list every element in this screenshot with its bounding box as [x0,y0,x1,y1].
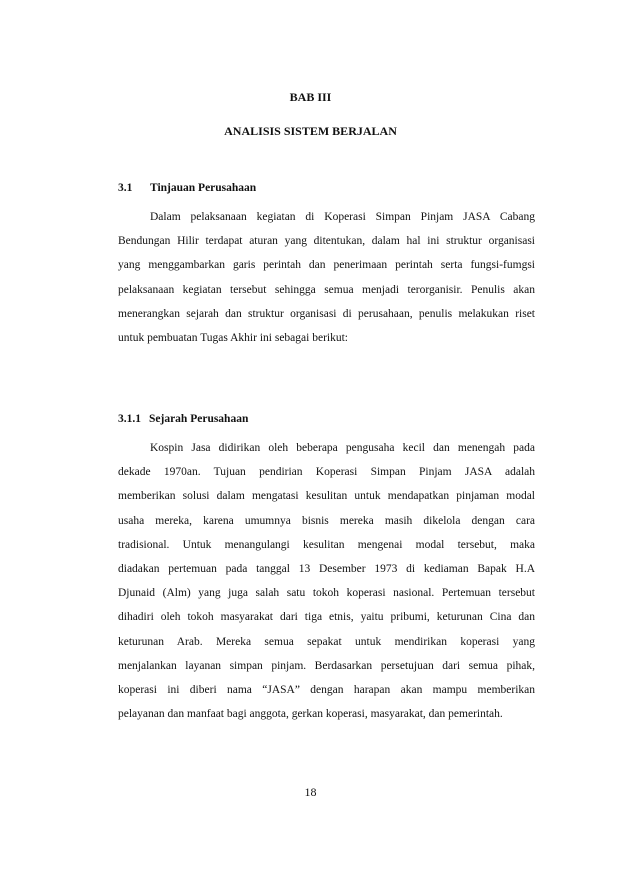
section-paragraph [118,205,535,350]
section-heading [118,182,256,194]
paragraph-line: yang menggambarkan garis perintah dan penerimaan perintah serta fungsi-fumgsi [118,259,535,272]
paragraph-line: memberikan solusi dalam mengatasi kesulitan untuk mendapatkan pinjaman modal [118,490,535,503]
paragraph-line: usaha mereka, karena umumnya bisnis mereka masih dikelola dengan cara [118,514,535,527]
paragraph-line: keturunan Arab. Mereka semua sepakat untuk mendirikan koperasi yang [118,635,535,648]
section-title: Tinjauan Perusahaan [150,182,257,194]
chapter-title: ANALISIS SISTEM BERJALAN [224,124,397,138]
paragraph-line: untuk pembuatan Tugas Akhir ini sebagai berikut: [118,331,348,344]
paragraph-line: Dalam pelaksanaan kegiatan di Koperasi Simpan Pinjam JASA Cabang [150,211,535,223]
paragraph-line: dekade 1970an. Tujuan pendirian Koperasi Simpan Pinjam JASA adalah [118,466,535,479]
paragraph-line: menjalankan layanan simpan pinjam. Berdasarkan persetujuan dari semua pihak, [118,659,535,672]
paragraph-line: Bendungan Hilir terdapat aturan yang ditentukan, dalam hal ini struktur organisasi [118,235,535,248]
subsection-paragraph [118,436,535,726]
paragraph-line: dihadiri oleh tokoh masyarakat dari tiga etnis, yaitu pribumi, keturunan Cina dan [118,611,535,624]
subsection-heading [118,413,248,425]
chapter-number: BAB III [289,90,332,104]
paragraph-line: Kospin Jasa didirikan oleh beberapa pengusaha kecil dan menengah pada [150,442,535,454]
subsection-number: 3.1.1 [118,413,141,425]
section-number: 3.1 [118,182,133,194]
paragraph-line: pelayanan dan manfaat bagi anggota, gerkan koperasi, masyarakat, dan pemerintah. [118,708,503,721]
page-number: 18 [304,785,317,799]
paragraph-line: pelaksanaan kegiatan tersebut sehingga semua menjadi terorganisir. Penulis akan [118,283,535,296]
paragraph-line: menerangkan sejarah dan struktur organisasi di perusahaan, penulis melakukan riset [118,307,535,320]
paragraph-line: diadakan pertemuan pada tanggal 13 Desember 1973 di kediaman Bapak H.A [118,562,535,575]
paragraph-line: tradisional. Untuk menangulangi kesulitan mengenai modal tersebut, maka [118,538,535,551]
paragraph-line: Djunaid (Alm) yang juga salah satu tokoh koperasi nasional. Pertemuan tersebut [118,587,535,600]
subsection-title: Sejarah Perusahaan [149,413,249,425]
paragraph-line: koperasi ini diberi nama “JASA” dengan harapan akan mampu memberikan [118,683,535,696]
